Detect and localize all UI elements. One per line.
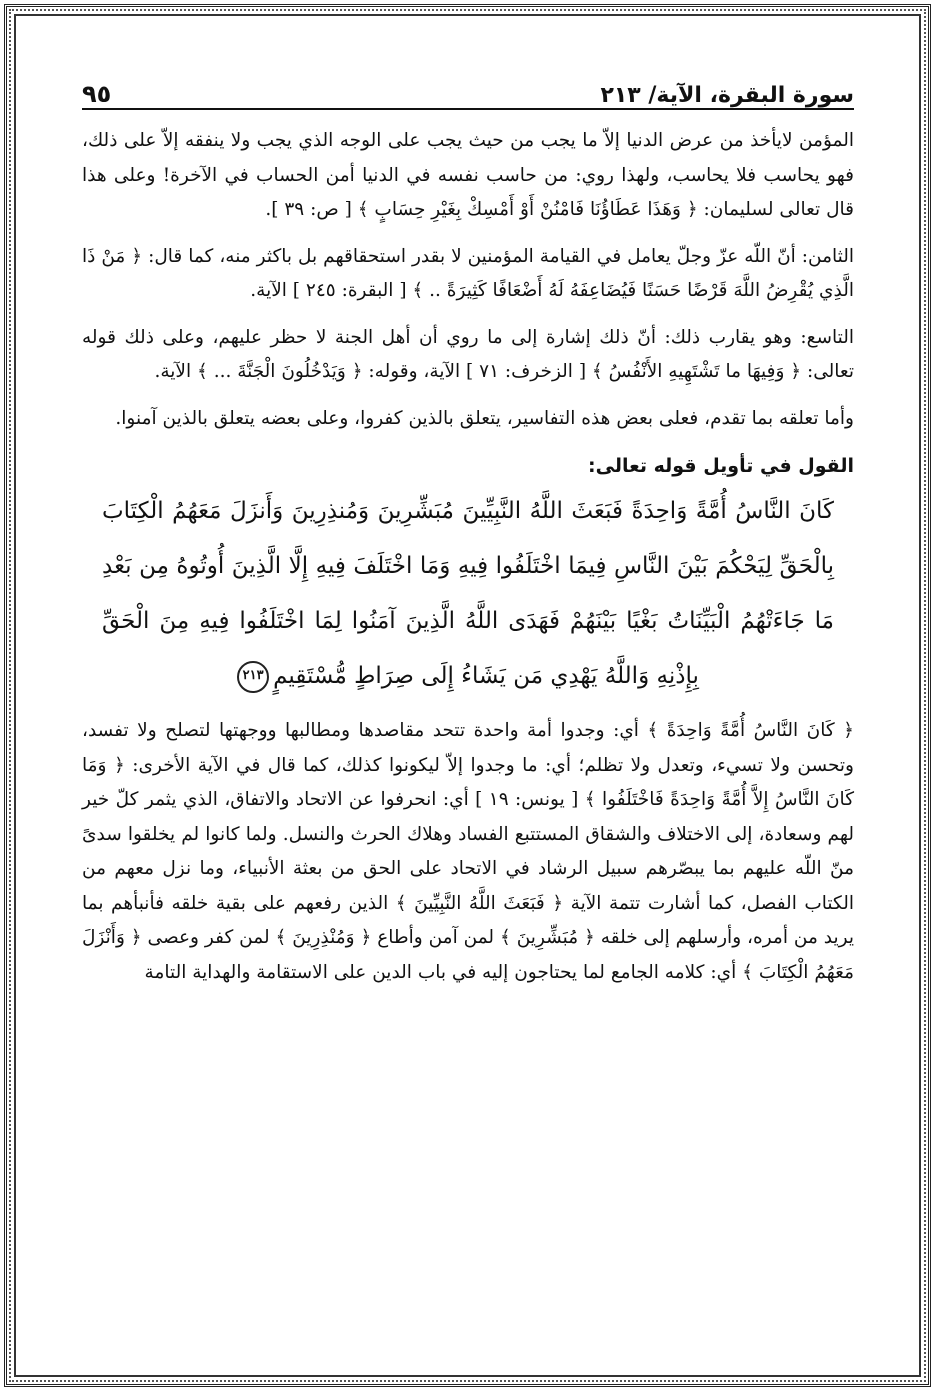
paragraph: المؤمن لايأخذ من عرض الدنيا إلاّ ما يجب من حيث يجب على الوجه الذي يجب ولا ينفقه إلاّ على ذلك، فهو يحاسب فلا يحاسب، ولهذا روي: من حاسب نفسه في الدنيا أمن الحساب في الآخرة! وعلى هذا قال تعالى لسليمان: ﴿ وَهَذَا عَطَاؤُنَا فَامْنُنْ أَوْ أَمْسِكْ بِغَيْرِ حِسَابٍ ﴾ [ ص: ٣٩ ]. xyxy=(82,130,854,220)
quran-line: كَانَ النَّاسُ أُمَّةً وَاحِدَةً فَبَعَثَ اللَّهُ النَّبِيِّينَ مُبَشِّرِينَ وَمُنذِرِينَ وَأَنزَلَ مَعَهُمُ الْكِتَابَ xyxy=(102,498,834,524)
section-heading: القول في تأويل قوله تعالى: xyxy=(588,455,854,477)
ayah-number-marker: ٢١٣ xyxy=(237,661,269,693)
paragraph: التاسع: وهو يقارب ذلك: أنّ ذلك إشارة إلى ما روي أن أهل الجنة لا حظر عليهم، وعلى ذلك قوله تعالى: ﴿ وَفِيهَا ما تَشْتَهِيهِ الأَنْفُسُ ﴾ [ الزخرف: ٧١ ] الآية، وقوله: ﴿ وَيَدْخُلُونَ الْجَنَّةَ ... ﴾ الآية. xyxy=(82,326,854,382)
commentary-paragraph: ﴿ كَانَ النَّاسُ أُمَّةً وَاحِدَةً ﴾ أي: وجدوا أمة واحدة تتحد مقاصدها ومطالبها ووجهتها لتصلح ولا تفسد، وتحسن ولا تسيء، وتعدل ولا تظلم؛ أي: ما وجدوا إلاّ ليكونوا كذلك، كما قال في الآية الأخرى: ﴿ وَمَا كَانَ النَّاسُ إِلاَّ أُمَّةً وَاحِدَةً فَاخْتَلَفُوا ﴾ [ يونس: ١٩ ] أي: انحرفوا عن الاتحاد والاتفاق، الذي يثمر كلّ خير لهم وسعادة، إلى الاختلاف والشقاق المستتبع الفساد وهلاك الحرث والنسل. ولما كانوا لم يخلقوا سدىً منّ اللّه عليهم بما يبصّرهم سبيل الرشاد في الاتحاد على الحق من بعثة الأنبياء، وما نزل معهم من الكتاب الفصل، كما أشارت تتمة الآية ﴿ فَبَعَثَ اللَّهُ النَّبِيِّينَ ﴾ الذين رفعهم على بقية خلقه فأنبأهم بما يريد من أمره، وأرسلهم إلى خلقه ﴿ مُبَشِّرِينَ ﴾ لمن آمن وأطاع ﴿ وَمُنْذِرِينَ ﴾ لمن كفر وعصى ﴿ وَأَنْزَلَ مَعَهُمُ الْكِتَابَ ﴾ أي: كلامه الجامع لما يحتاجون إليه في باب الدين على الاستقامة والهداية التامة xyxy=(82,720,855,983)
running-header xyxy=(82,62,854,110)
paragraph: وأما تعلقه بما تقدم، فعلى بعض هذه التفاسير، يتعلق بالذين كفروا، وعلى بعضه يتعلق بالذين آمنوا. xyxy=(115,407,854,429)
quran-verse-block xyxy=(102,484,834,704)
chapter-title: سورة البقرة، الآية/ ٢١٣ xyxy=(600,83,854,108)
page-number: ٩٥ xyxy=(82,80,112,108)
quran-line-last xyxy=(102,649,834,704)
quran-line: مَا جَاءَتْهُمُ الْبَيِّنَاتُ بَغْيًا بَيْنَهُمْ فَهَدَى اللَّهُ الَّذِينَ آمَنُوا لِمَا اخْتَلَفُوا فِيهِ مِنَ الْحَقِّ xyxy=(102,608,834,634)
paragraph: الثامن: أنّ اللّه عزّ وجلّ يعامل في القيامة المؤمنين لا بقدر استحقاقهم بل باكثر منه، كما قال: ﴿ مَنْ ذَا الَّذِي يُقْرِضُ اللَّهَ قَرْضًا حَسَنًا فَيُضَاعِفَهُ لَهُ أَضْعَافًا كَثِيرَةً .. ﴾ [ البقرة: ٢٤٥ ] الآية. xyxy=(82,245,854,301)
quran-line: بِإِذْنِهِ وَاللَّهُ يَهْدِي مَن يَشَاءُ إِلَى صِرَاطٍ مُّسْتَقِيمٍ xyxy=(273,663,699,689)
quran-line: بِالْحَقِّ لِيَحْكُمَ بَيْنَ النَّاسِ فِيمَا اخْتَلَفُوا فِيهِ وَمَا اخْتَلَفَ فِيهِ إِلَّا الَّذِينَ أُوتُوهُ مِن بَعْدِ xyxy=(102,553,834,579)
page-content xyxy=(82,62,854,990)
